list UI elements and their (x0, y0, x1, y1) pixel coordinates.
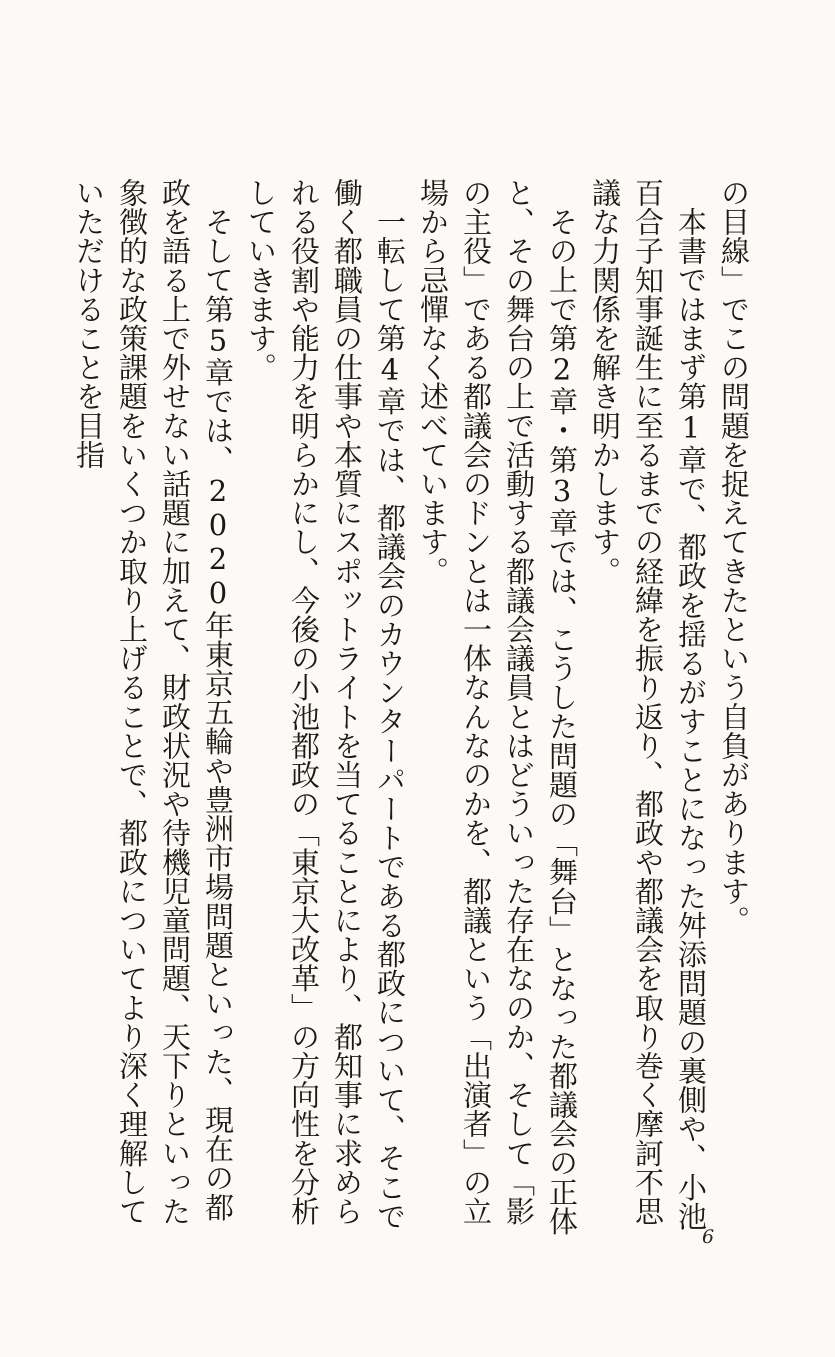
paragraph-chapter1: 本書ではまず第1章で、都政を揺るがすことになった舛添問題の裏側や、小池百合子知事誕生に至るまでの経緯を振り返り、都政や都議会を取り巻く摩訶不思議な力関係を解き明かします。 (588, 178, 708, 1231)
paragraph-chapter4: 一転して第4章では、都議会のカウンターパートである都政について、そこで働く都職員の仕事や本質にスポットライトを当てることにより、都知事に求められる役割や能力を明らかにし、今後の小池都政の「東京大改革」の方向性を分析していきます。 (244, 178, 407, 1231)
paragraph-chapter2-3: その上で第2章・第3章では、こうした問題の「舞台」となった都議会の正体と、その舞台の上で活動する都議会議員とはどういった存在なのか、そして「影の主役」である都議会のドンとは一体なんなのかを、都議という「出演者」の立場から忌憚なく述べています。 (416, 178, 579, 1236)
body-text (65, 178, 755, 1238)
page-number: 6 (701, 1226, 715, 1248)
paragraph-chapter5: そして第5章では、2020年東京五輪や豊洲市場問題といった、現在の都政を語る上で外せない話題に加えて、財政状況や待機児童問題、天下りといった象徴的な政策課題をいくつか取り上げることで、都政についてより深く理解していただけることを目指 (72, 178, 235, 1226)
paragraph-continued: の目線」でこの問題を捉えてきたという自負があります。 (717, 178, 751, 935)
